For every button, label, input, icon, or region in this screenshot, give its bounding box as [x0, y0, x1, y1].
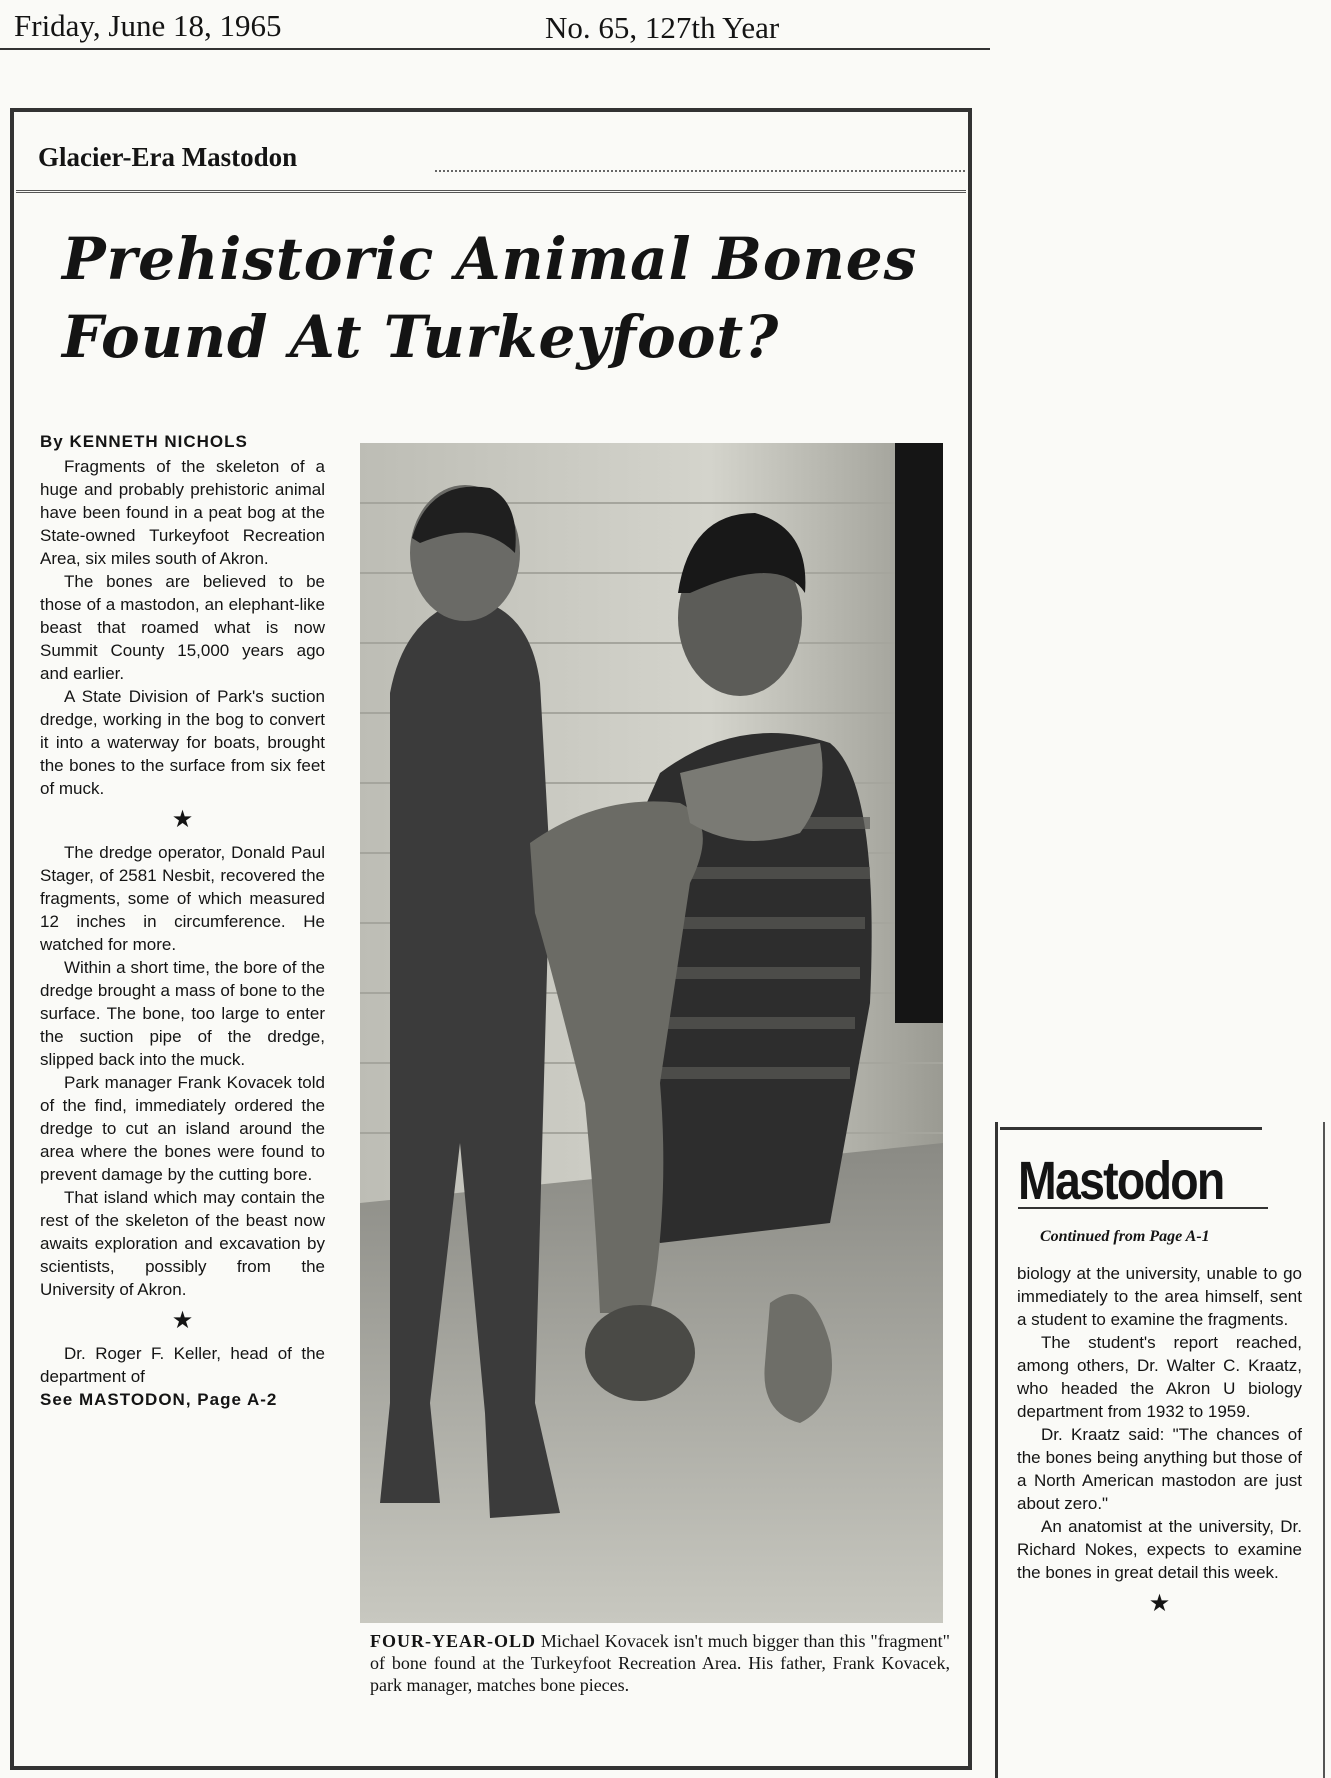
- article-kicker: Glacier-Era Mastodon: [38, 142, 298, 172]
- paragraph: An anatomist at the university, Dr. Richard Nokes, expects to examine the bones in great detail this week.: [1017, 1517, 1302, 1582]
- paragraph: Dr. Kraatz said: "The chances of the bones being anything but those of a North American mastodon are just about zero.": [1017, 1425, 1302, 1513]
- star-divider-icon: ★: [1148, 1590, 1171, 1617]
- paragraph: The bones are believed to be those of a mastodon, an elephant-like beast that roamed what is now Summit County 15,000 years ago and earlier.: [40, 572, 325, 683]
- headline: [62, 220, 962, 376]
- paragraph: Dr. Roger F. Keller, head of the department of: [40, 1344, 325, 1386]
- continuation-column: [1017, 1262, 1302, 1625]
- issue-date: Friday, June 18, 1965: [14, 8, 282, 43]
- paragraph: Fragments of the skeleton of a huge and probably prehistoric animal have been found in a peat bog at the State-owned Turkeyfoot Recreation Area, six miles south of Akron.: [40, 457, 325, 568]
- paragraph: biology at the university, unable to go immediately to the area himself, sent a student to examine the fragments.: [1017, 1264, 1302, 1329]
- article-column: [40, 430, 325, 1411]
- headline-line-1: Prehistoric Animal Bones: [62, 225, 918, 293]
- paragraph: Park manager Frank Kovacek told of the find, immediately ordered the dredge to cut an island around the area where the bones were found to prevent damage by the cutting bore.: [40, 1073, 325, 1184]
- continuation-source: Continued from Page A-1: [1040, 1228, 1210, 1245]
- paragraph: Within a short time, the bore of the dredge brought a mass of bone to the surface. The bone, too large to enter the suction pipe of the dredge, slipped back into the muck.: [40, 958, 325, 1069]
- paragraph: The student's report reached, among others, Dr. Walter C. Kraatz, who headed the Akron U biology department from 1932 to 1959.: [1017, 1333, 1302, 1421]
- issue-number: No. 65, 127th Year: [545, 10, 780, 45]
- paragraph: That island which may contain the rest of the skeleton of the beast now awaits exploration and excavation by scientists, possibly from the University of Akron.: [40, 1188, 325, 1299]
- caption-text: Michael Kovacek isn't much bigger than this "fragment" of bone found at the Turkeyfoot Recreation Area. His father, Frank Kovacek, park manager, matches bone pieces.: [370, 1631, 951, 1695]
- star-divider-icon: ★: [171, 1307, 194, 1334]
- photo-illustration: [360, 443, 943, 1623]
- paragraph: The dredge operator, Donald Paul Stager, of 2581 Nesbit, recovered the fragments, some of which measured 12 inches in circumference. He watched for more.: [40, 843, 325, 954]
- star-divider-icon: ★: [171, 806, 194, 833]
- jump-line: See MASTODON, Page A-2: [40, 1390, 278, 1409]
- news-photo: [360, 443, 943, 1623]
- headline-rule: [16, 190, 966, 198]
- paragraph: A State Division of Park's suction dredge, working in the bog to convert it into a waterway for boats, brought the bones to the surface from six feet of muck.: [40, 687, 325, 798]
- continuation-title-rule: [1018, 1207, 1268, 1209]
- caption-lead: FOUR-YEAR-OLD: [370, 1631, 536, 1651]
- continuation-top-rule: [1000, 1127, 1262, 1130]
- photo-caption: [370, 1630, 950, 1696]
- headline-line-2: Found At Turkeyfoot?: [62, 303, 780, 371]
- masthead: [0, 0, 990, 50]
- kicker-rule: [435, 170, 965, 172]
- byline: By KENNETH NICHOLS: [40, 432, 248, 451]
- continuation-title: Mastodon: [1018, 1151, 1224, 1211]
